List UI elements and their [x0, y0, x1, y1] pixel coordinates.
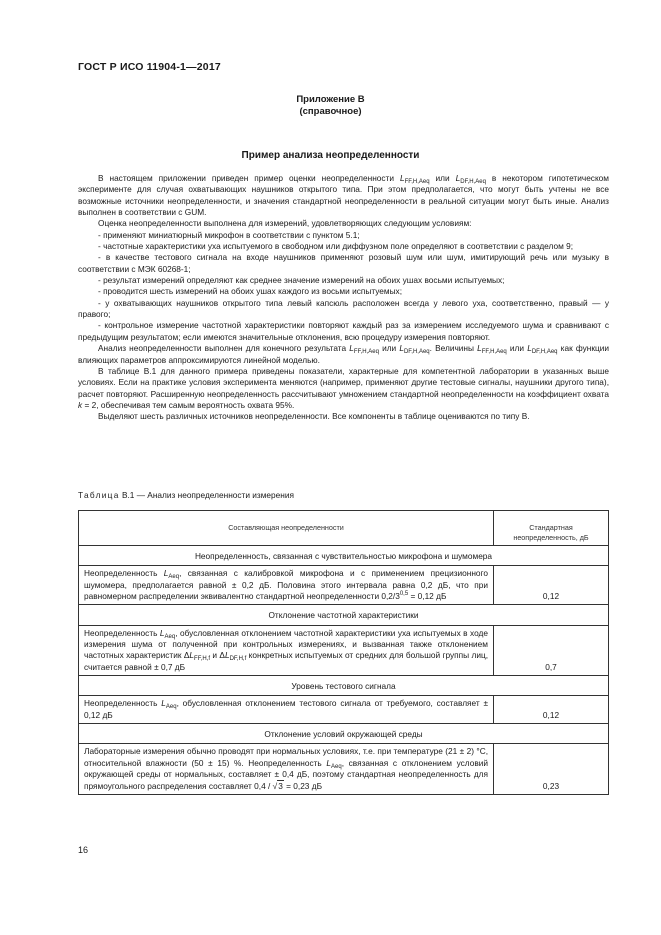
- column-header-component: Составляющая неопределенности: [79, 511, 494, 546]
- table-row: [79, 744, 609, 794]
- table-row: [79, 625, 609, 675]
- group-title: Отклонение частотной характеристики: [79, 605, 609, 625]
- condition-item: - результат измерений определяют как среднее значение измерений на обоих ушах восьми испытуемых;: [98, 275, 505, 286]
- table-group-row: [79, 546, 609, 566]
- body-text: [78, 173, 609, 423]
- group-title: Уровень тестового сигнала: [79, 676, 609, 696]
- uncertainty-value: 0,23: [494, 744, 609, 794]
- uncertainty-value: 0,12: [494, 696, 609, 724]
- analysis-paragraph: Анализ неопределенности выполнен для конечного результата $L_{FF,H,Aeq}$ или $L_{DF,H,Aeq}$. Величины $L_{FF,H,Aeq}$ или $L_{DF,H,Aeq}$ как функции влияющих параметров аппроксимируются линейной моделью.: [78, 343, 609, 365]
- uncertainty-value: 0,12: [494, 566, 609, 605]
- table-caption: Таблица В.1 — Анализ неопределенности измерения: [78, 490, 294, 500]
- table-row: [79, 696, 609, 724]
- sources-paragraph: Выделяют шесть различных источников неопределенности. Все компоненты в таблице оцениваются по типу В.: [98, 411, 530, 422]
- condition-item: - применяют миниатюрный микрофон в соответствии с пунктом 5.1;: [98, 229, 360, 240]
- group-title: Неопределенность, связанная с чувствительностью микрофона и шумомера: [79, 546, 609, 566]
- table-group-row: [79, 724, 609, 744]
- table-group-row: [79, 676, 609, 696]
- component-description: Неопределенность $L_{Aeq}$, связанная с калибровкой микрофона и с применением прецизионного шумомера, предполагается равной ± 0,2 дБ. Половина этого интервала равна 0,2 дБ, что при равномерном распределении эквивалентно стандартной неопределенности $0,2/3^{0,5} = 0,12$ дБ: [79, 566, 494, 605]
- table-note-paragraph: В таблице В.1 для данного примера приведены показатели, характерные для компетентной лаборатории в указанных выше условиях. Если на практике условия эксперимента меняются (например, применяют другие тестовые сигналы, наушники другого типа), расчет повторяют. Расширенную неопределенность рассчитывают умножением стандартной неопределенности на коэффициент охвата k = 2, обеспечивая тем самым вероятность охвата 95%.: [78, 365, 609, 410]
- column-header-uncertainty: Стандартная неопределенность, дБ: [494, 511, 609, 546]
- component-description: Неопределенность $L_{Aeq}$, обусловленная отклонением тестового сигнала от требуемого, составляет ± 0,12 дБ: [79, 696, 494, 724]
- uncertainty-value: 0,7: [494, 625, 609, 675]
- group-title: Отклонение условий окружающей среды: [79, 724, 609, 744]
- table-header-row: [79, 511, 609, 546]
- condition-item: - в качестве тестового сигнала на входе наушников применяют розовый шум или шум, имитирующий речь или музыку в соответствии с МЭК 60268-1;: [78, 252, 609, 274]
- condition-item: - у охватывающих наушников открытого типа левый капсюль расположен всегда у левого уха, соответственно, правый — у правого;: [78, 297, 609, 320]
- conditions-lead: Оценка неопределенности выполнена для измерений, удовлетворяющих следующим условиям:: [98, 218, 472, 229]
- annex-heading: [0, 94, 661, 118]
- component-description: Лабораторные измерения обычно проводят при нормальных условиях, т.е. при температуре (21 ± 2) °С, относительной влажности (50 ± 15) %. Неопределенность $L_{Aeq}$, связанная с отклонением условий окружающей среды от нормальных, составляет ± 0,4 дБ, поэтому стандартная неопределенность для прямоугольного распределения составляет 0,4 / √3 = 0,23 дБ: [79, 744, 494, 794]
- page-number: 16: [78, 845, 89, 855]
- condition-item: - проводится шесть измерений на обоих ушах каждого из восьми испытуемых;: [98, 286, 403, 297]
- section-title: Пример анализа неопределенности: [241, 150, 420, 161]
- document-header: ГОСТ Р ИСО 11904-1—2017: [78, 61, 221, 73]
- component-description: Неопределенность $L_{Aeq}$, обусловленная отклонением частотной характеристики уха испытуемых в ходе измерения шума от полученной при контрольных измерениях, и вызванная также отклонением частотных характеристик $\Delta L_{FF,H,f}$ и $\Delta L_{DF,H,f}$ конкретных испытуемых от средних для большой группы лиц, считается равной ± 0,7 дБ: [79, 625, 494, 675]
- intro-paragraph: В настоящем приложении приведен пример оценки неопределенности $L_{FF,H,Aeq}$ или $L_{DF,H,Aeq}$ в некотором гипотетическом эксперименте для случая охватывающих наушников открытого типа. При этом предполагается, что могут быть учтены не все возможные источники неопределенности, и значения стандартной неопределенности в реальной ситуации могут быть иные. Анализ выполнен в соответствии с GUM.: [78, 173, 609, 218]
- uncertainty-table: [78, 510, 609, 795]
- condition-item: - контрольное измерение частотной характеристики повторяют каждый раз за измерением исследуемого шума и сравнивают с предыдущим результатом; если имеются значительные отклонения, всю процедуру измерения повторяют.: [78, 320, 609, 342]
- table-row: [79, 566, 609, 605]
- annex-subtitle: (справочное): [299, 106, 362, 117]
- table-group-row: [79, 605, 609, 625]
- annex-title: Приложение В: [296, 94, 365, 105]
- condition-item: - частотные характеристики уха испытуемого в свободном или диффузном поле определяют в соответствии с разделом 9;: [98, 241, 573, 252]
